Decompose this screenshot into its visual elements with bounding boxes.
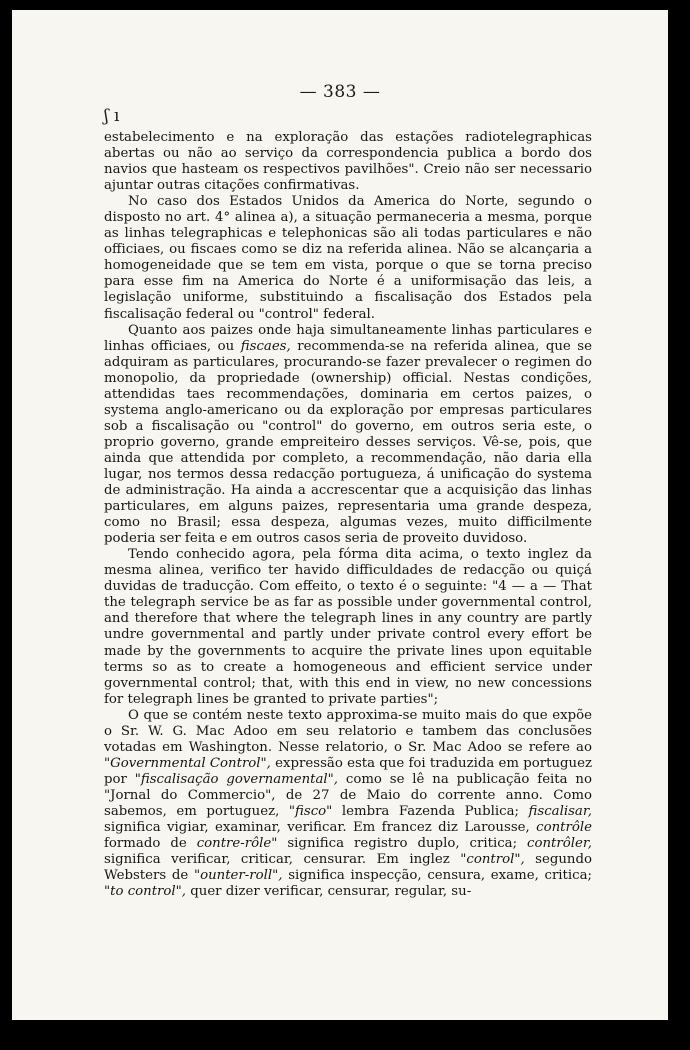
body-text	[104, 130, 592, 900]
paragraph-1: estabelecimento e na exploração das estações radiotelegraphicas abertas ou não ao serviço da correspondencia publica a bordo dos navios que hasteam os respectivos pavilhões". Creio não ser necessario ajuntar outras citações confirmativas.	[104, 130, 592, 194]
paragraph-5	[104, 708, 592, 901]
paragraph-5-italic: "Governmental Control",	[104, 755, 271, 771]
paragraph-5-italic: "ounter-roll",	[193, 868, 283, 884]
paragraph-5-italic: contrôle	[536, 820, 592, 836]
paragraph-5-italic: "to control",	[104, 884, 187, 900]
page-number: — 383 —	[299, 82, 381, 102]
paragraph-5-text: significa verificar, criticar, censurar. Em inglez	[104, 852, 461, 868]
paragraph-5-text: lembra Fazenda Publica;	[332, 803, 529, 819]
paragraph-3-text-b: recommenda-se na referida alinea, que se adquiram as particulares, procurando-se fazer prevalecer o regimen do monopolio, da propriedade (ownership) official. Nestas condições, attendidas taes recommendações, dominaria em certos paizes, o systema anglo-americano ou da exploração por empresas particulares sob a fiscalisação ou "control" do governo, em outros seria este, o proprio governo, grande empreiteiro desses serviços. Vê-se, pois, que ainda que attendida por completo, a recommendação, não daria ella lugar, nos termos dessa redacção portugueza, á unificação do systema de administração. Ha ainda a accrescentar que a acquisição das linhas particulares, em alguns paizes, representaria uma grande despeza, como no Brasil; essa despeza, algumas vezes, muito difficilmente poderia ser feita e em outros casos seria de proveito duvidoso.	[104, 338, 592, 547]
paragraph-5-italic: "fisco"	[288, 803, 333, 819]
paragraph-2: No caso dos Estados Unidos da America do Norte, segundo o disposto no art. 4° alinea a), a situação permaneceria a mesma, porque as linhas telegraphicas e telephonicas são ali todas particulares e não officiaes, ou fiscaes como se diz na referida alinea. Não se alcançaria a homogeneidade que se tem em vista, porque o que se torna preciso para esse fim na America do Norte é a uniformisação das leis, a legislação uniforme, substituindo a fiscalisação dos Estados pela fiscalisação federal ou "control" federal.	[104, 194, 592, 322]
paragraph-5-italic: contrôler,	[527, 836, 592, 852]
paragraph-5-text: formado de	[104, 836, 197, 852]
paragraph-5-text: expressão esta que foi traduzida em portuguez por	[104, 755, 592, 787]
paragraph-5-text: como se lê na publicação feita no "Jornal do Commercio", de 27 de Maio do corrente anno. Como sabemos, em portuguez,	[104, 771, 592, 819]
paragraph-5-text: quer dizer verificar, censurar, regular, su-	[186, 884, 472, 900]
paragraph-5-text: significa vigiar, examinar, verificar. Em francez diz Larousse,	[104, 820, 537, 836]
book-page	[12, 10, 668, 1020]
margin-mark: ʃ ı	[104, 106, 120, 126]
paragraph-5-italic: "control",	[460, 852, 525, 868]
paragraph-5-text: segundo Websters de	[104, 852, 592, 884]
paragraph-5-italic: fiscalisar,	[528, 803, 592, 819]
paragraph-5-text: significa registro duplo, critica;	[277, 836, 528, 852]
paragraph-3-text-a: Quanto aos paizes onde haja simultaneamente linhas particulares e linhas officiaes, ou	[104, 322, 592, 354]
paragraph-5-text: significa inspecção, censura, exame, critica;	[282, 868, 593, 884]
paragraph-5-text: O que se contém neste texto approxima-se muito mais do que expõe o Sr. W. G. Mac Adoo em seu relatorio e tambem das conclusões votadas em Washington. Nesse relatorio, o Sr. Mac Adoo se refere ao	[104, 707, 592, 755]
paragraph-4: Tendo conhecido agora, pela fórma dita acima, o texto inglez da mesma alinea, verifico ter havido difficuldades de redacção ou quiçá duvidas de traducção. Com effeito, o texto é o seguinte: "4 — a — That the telegraph service be as far as possible under governmental control, and therefore that where the telegraph lines in any country are partly undre governmental and partly under private control every effort be made by the governments to acquire the private lines upon equitable terms so as to create a homogeneous and efficient service under governmental control; that, with this end in view, no new concessions for telegraph lines be granted to private parties";	[104, 547, 592, 707]
paragraph-3-italic: fiscaes,	[240, 338, 291, 354]
paragraph-5-italic: "fiscalisação governamental",	[134, 771, 339, 787]
paragraph-3	[104, 323, 592, 548]
paragraph-5-italic: contre-rôle"	[196, 836, 278, 852]
